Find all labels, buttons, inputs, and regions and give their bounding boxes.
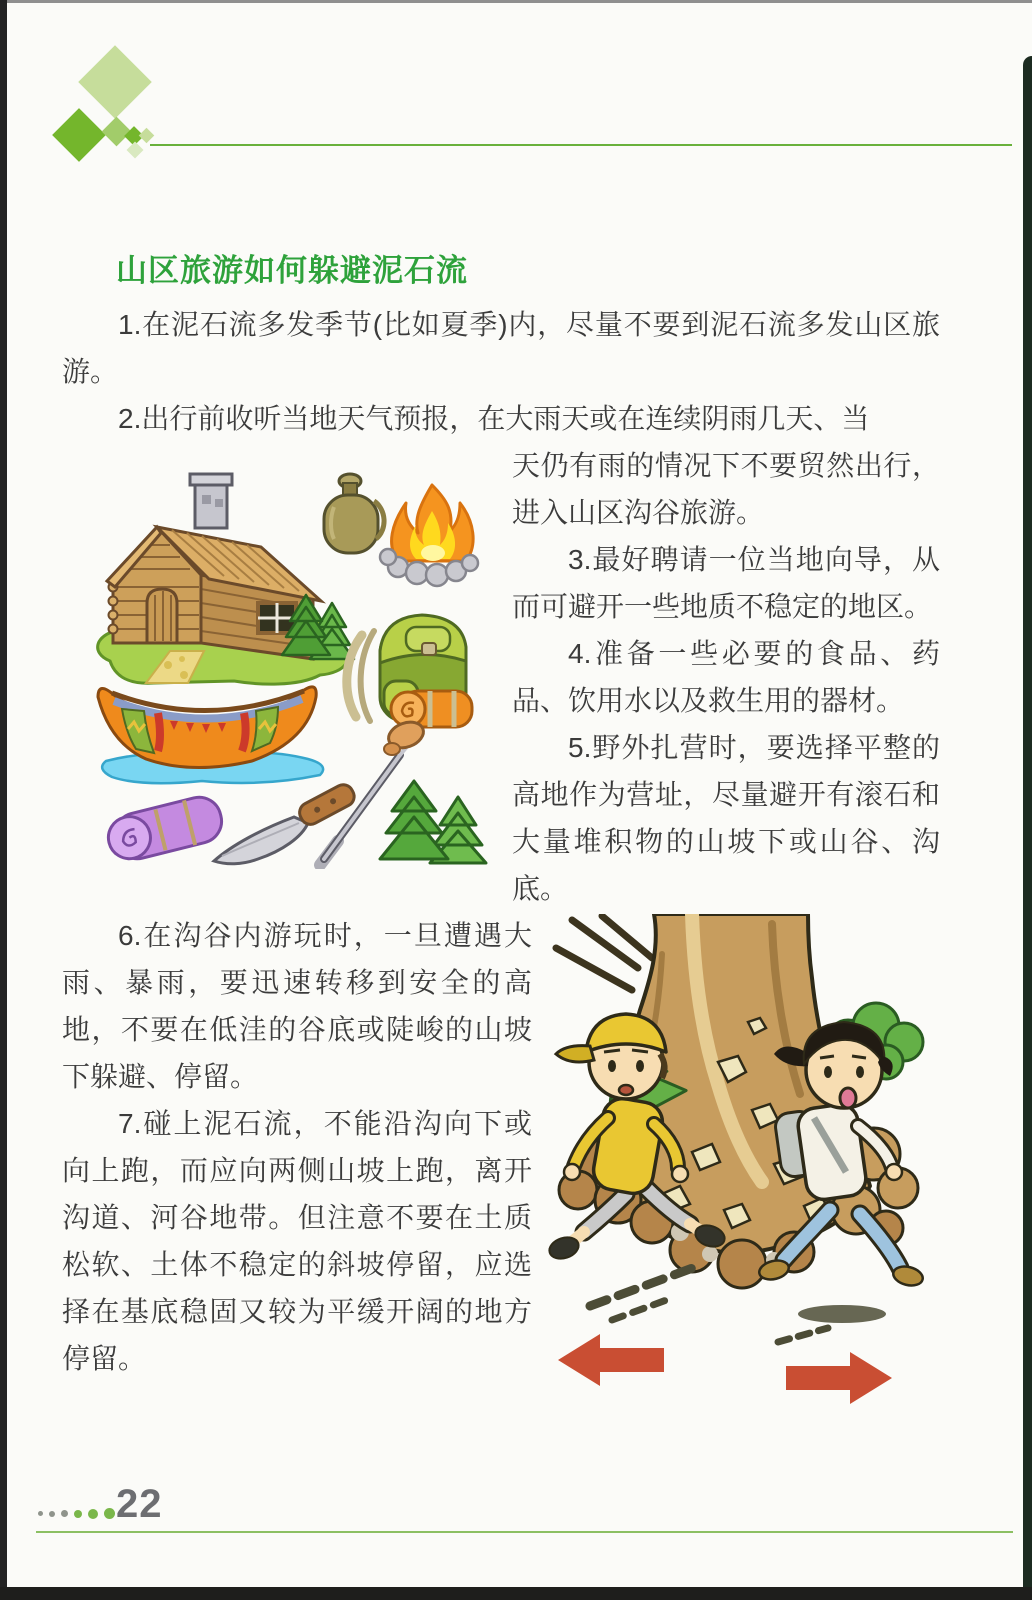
mudslide-scene-svg	[542, 914, 940, 1406]
paragraph-4: 4.准备一些必要的食品、药品、饮用水以及救生用的器材。	[512, 638, 940, 716]
paragraph-6: 6.在沟谷内游玩时，一旦遭遇大雨、暴雨，要迅速转移到安全的高地，不要在低洼的谷底或陡峻的山坡下躲避、停留。	[62, 920, 532, 1092]
paragraph-3: 3.最好聘请一位当地向导，从而可避开一些地质不稳定的地区。	[512, 544, 940, 622]
paragraph-7: 7.碰上泥石流，不能沿沟向下或向上跑，而应向两侧山坡上跑，离开沟道、河谷地带。但注意不要在土质松软、土体不稳定的斜坡停留，应选择在基底稳固又较为平缓开阔的地方停留。	[62, 1108, 532, 1374]
article	[62, 301, 940, 1382]
dot-icon	[38, 1511, 43, 1516]
page-edge-left	[0, 0, 7, 1600]
paragraph-5: 5.野外扎营时，要选择平整的高地作为营址，尽量避开有滚石和大量堆积物的山坡下或山谷、沟底。	[512, 732, 940, 904]
dot-icon	[74, 1510, 82, 1518]
page-title: 山区旅游如何躲避泥石流	[116, 253, 468, 288]
paragraph-2-line1: 2.出行前收听当地天气预报，在大雨天或在连续阴雨几天、当	[118, 403, 870, 434]
dot-icon	[49, 1511, 55, 1517]
dot-icon	[104, 1508, 115, 1519]
camping-illustration	[62, 445, 502, 869]
page-edge-right	[1023, 56, 1032, 1600]
footer-dots	[38, 1508, 115, 1519]
page-number: 22	[116, 1482, 163, 1526]
logo-diamond-icon	[127, 142, 144, 159]
paragraph-1: 1.在泥石流多发季节(比如夏季)内，尽量不要到泥石流多发山区旅游。	[62, 309, 940, 387]
paragraph-2-rest: 天仍有雨的情况下不要贸然出行，进入山区沟谷旅游。	[512, 450, 940, 528]
arrow-right-icon	[786, 1352, 892, 1404]
page-content	[62, 250, 940, 1408]
logo-diamond-icon	[139, 128, 155, 144]
page-edge-top	[0, 0, 1032, 3]
camping-scene-svg	[62, 445, 502, 869]
arrow-left-icon	[558, 1334, 664, 1386]
logo-diamond-icon	[78, 45, 152, 119]
page-edge-bottom	[0, 1587, 1032, 1600]
header-rule	[150, 144, 1012, 146]
logo-diamond-icon	[52, 108, 106, 162]
mudslide-illustration	[542, 914, 940, 1406]
footer-rule	[36, 1531, 1013, 1533]
dot-icon	[88, 1509, 98, 1519]
dot-icon	[61, 1510, 68, 1517]
